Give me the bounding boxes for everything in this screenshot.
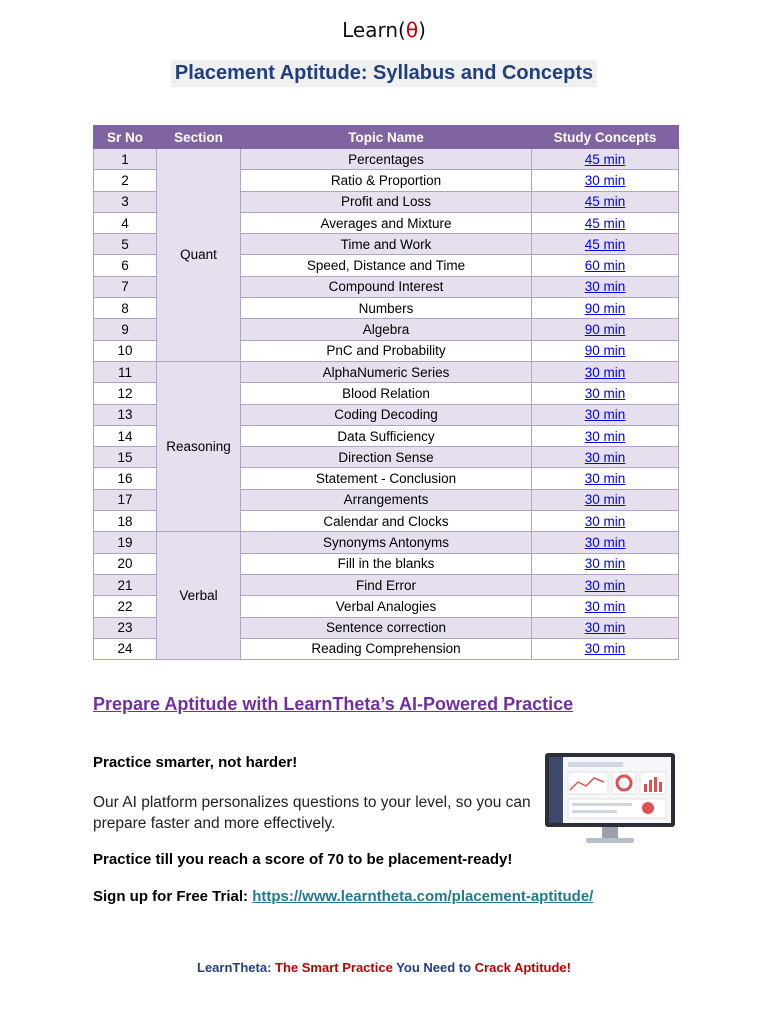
promo-description: Our AI platform personalizes questions to your level, so you can prepare faster and more effectively. (93, 794, 531, 832)
study-concepts-link[interactable]: 30 min (584, 620, 626, 636)
study-concepts-cell (532, 149, 679, 170)
study-concepts-cell (532, 212, 679, 233)
table-body (94, 149, 679, 660)
study-concepts-cell (532, 170, 679, 191)
study-concepts-link[interactable]: 30 min (584, 471, 626, 487)
study-concepts-cell (532, 638, 679, 659)
study-concepts-link[interactable]: 90 min (584, 322, 626, 338)
study-concepts-cell (532, 276, 679, 297)
table-row (94, 532, 679, 553)
topic-name-cell: Compound Interest (241, 276, 532, 297)
topic-name-cell: Direction Sense (241, 447, 532, 468)
promo-tagline: Practice smarter, not harder! (93, 754, 298, 771)
topic-name-cell: Averages and Mixture (241, 212, 532, 233)
sr-no-cell: 21 (94, 574, 157, 595)
topic-name-cell: AlphaNumeric Series (241, 361, 532, 382)
study-concepts-link[interactable]: 30 min (584, 279, 626, 295)
topic-name-cell: Reading Comprehension (241, 638, 532, 659)
study-concepts-cell (532, 361, 679, 382)
study-concepts-link[interactable]: 45 min (584, 194, 626, 210)
topic-name-cell: PnC and Probability (241, 340, 532, 361)
sr-no-cell: 11 (94, 361, 157, 382)
sr-no-cell: 5 (94, 234, 157, 255)
study-concepts-link[interactable]: 30 min (584, 598, 626, 614)
topic-name-cell: Algebra (241, 319, 532, 340)
footer-smart-practice: The Smart Practice (275, 960, 397, 975)
sr-no-cell: 20 (94, 553, 157, 574)
topic-name-cell: Calendar and Clocks (241, 511, 532, 532)
study-concepts-link[interactable]: 30 min (584, 449, 626, 465)
study-concepts-link[interactable]: 45 min (584, 215, 626, 231)
sr-no-cell: 17 (94, 489, 157, 510)
sr-no-cell: 3 (94, 191, 157, 212)
signup-line (93, 888, 593, 905)
study-concepts-link[interactable]: 30 min (584, 577, 626, 593)
table-row (94, 149, 679, 170)
logo-suffix: ) (418, 18, 426, 42)
header-study-concepts: Study Concepts (532, 126, 679, 149)
study-concepts-link[interactable]: 30 min (584, 407, 626, 423)
sr-no-cell: 16 (94, 468, 157, 489)
topic-name-cell: Data Sufficiency (241, 425, 532, 446)
study-concepts-cell (532, 191, 679, 212)
sr-no-cell: 2 (94, 170, 157, 191)
study-concepts-link[interactable]: 30 min (584, 641, 626, 657)
header-section: Section (157, 126, 241, 149)
study-concepts-cell (532, 617, 679, 638)
footer-brand: LearnTheta: (197, 960, 276, 975)
study-concepts-link[interactable]: 30 min (584, 534, 626, 550)
study-concepts-link[interactable]: 90 min (584, 300, 626, 316)
study-concepts-cell (532, 596, 679, 617)
study-concepts-cell (532, 425, 679, 446)
table-header-row (94, 126, 679, 149)
study-concepts-cell (532, 532, 679, 553)
title-wrapper (0, 60, 768, 87)
topic-name-cell: Ratio & Proportion (241, 170, 532, 191)
topic-name-cell: Speed, Distance and Time (241, 255, 532, 276)
sr-no-cell: 12 (94, 383, 157, 404)
study-concepts-cell (532, 298, 679, 319)
topic-name-cell: Percentages (241, 149, 532, 170)
table-row (94, 361, 679, 382)
sr-no-cell: 22 (94, 596, 157, 617)
sr-no-cell: 19 (94, 532, 157, 553)
study-concepts-cell (532, 319, 679, 340)
topic-name-cell: Blood Relation (241, 383, 532, 404)
study-concepts-cell (532, 340, 679, 361)
sr-no-cell: 1 (94, 149, 157, 170)
signup-link[interactable]: https://www.learntheta.com/placement-aptitude/ (252, 888, 594, 905)
logo-theta: θ (405, 18, 419, 42)
footer-slogan (0, 960, 768, 975)
section-cell: Reasoning (157, 361, 241, 531)
study-concepts-link[interactable]: 30 min (584, 385, 626, 401)
study-concepts-link[interactable]: 30 min (584, 172, 626, 188)
study-concepts-link[interactable]: 30 min (584, 428, 626, 444)
promo-goal: Practice till you reach a score of 70 to be placement-ready! (93, 851, 513, 868)
sr-no-cell: 18 (94, 511, 157, 532)
topic-name-cell: Numbers (241, 298, 532, 319)
section-cell: Verbal (157, 532, 241, 660)
topic-name-cell: Time and Work (241, 234, 532, 255)
sr-no-cell: 24 (94, 638, 157, 659)
topic-name-cell: Fill in the blanks (241, 553, 532, 574)
header-sr-no: Sr No (94, 126, 157, 149)
study-concepts-link[interactable]: 45 min (584, 151, 626, 167)
sr-no-cell: 15 (94, 447, 157, 468)
study-concepts-link[interactable]: 30 min (584, 492, 626, 508)
topic-name-cell: Synonyms Antonyms (241, 532, 532, 553)
sr-no-cell: 10 (94, 340, 157, 361)
study-concepts-cell (532, 447, 679, 468)
study-concepts-cell (532, 574, 679, 595)
sr-no-cell: 9 (94, 319, 157, 340)
sr-no-cell: 13 (94, 404, 157, 425)
study-concepts-cell (532, 553, 679, 574)
sr-no-cell: 14 (94, 425, 157, 446)
topic-name-cell: Sentence correction (241, 617, 532, 638)
study-concepts-cell (532, 511, 679, 532)
topic-name-cell: Profit and Loss (241, 191, 532, 212)
study-concepts-cell (532, 404, 679, 425)
sr-no-cell: 7 (94, 276, 157, 297)
topic-name-cell: Verbal Analogies (241, 596, 532, 617)
sr-no-cell: 23 (94, 617, 157, 638)
signup-label: Sign up for Free Trial: (93, 888, 253, 905)
footer-need-to: You Need to (396, 960, 475, 975)
monitor-dashboard-illustration (544, 752, 676, 846)
syllabus-table (93, 125, 679, 660)
study-concepts-cell (532, 468, 679, 489)
sr-no-cell: 6 (94, 255, 157, 276)
study-concepts-link[interactable]: 45 min (584, 236, 626, 252)
study-concepts-cell (532, 234, 679, 255)
logo-prefix: Learn( (342, 18, 406, 42)
topic-name-cell: Statement - Conclusion (241, 468, 532, 489)
study-concepts-link[interactable]: 90 min (584, 343, 626, 359)
study-concepts-link[interactable]: 30 min (584, 364, 626, 380)
study-concepts-link[interactable]: 60 min (584, 258, 626, 274)
learntheta-logo (0, 18, 768, 42)
sr-no-cell: 4 (94, 212, 157, 233)
sr-no-cell: 8 (94, 298, 157, 319)
topic-name-cell: Find Error (241, 574, 532, 595)
page-title: Placement Aptitude: Syllabus and Concepts (171, 60, 597, 87)
topic-name-cell: Coding Decoding (241, 404, 532, 425)
study-concepts-link[interactable]: 30 min (584, 513, 626, 529)
promo-heading: Prepare Aptitude with LearnTheta’s AI-Powered Practice (93, 694, 574, 714)
study-concepts-cell (532, 255, 679, 276)
study-concepts-cell (532, 489, 679, 510)
section-cell: Quant (157, 149, 241, 362)
header-topic-name: Topic Name (241, 126, 532, 149)
footer-crack: Crack Aptitude! (474, 960, 571, 975)
study-concepts-link[interactable]: 30 min (584, 556, 626, 572)
study-concepts-cell (532, 383, 679, 404)
topic-name-cell: Arrangements (241, 489, 532, 510)
